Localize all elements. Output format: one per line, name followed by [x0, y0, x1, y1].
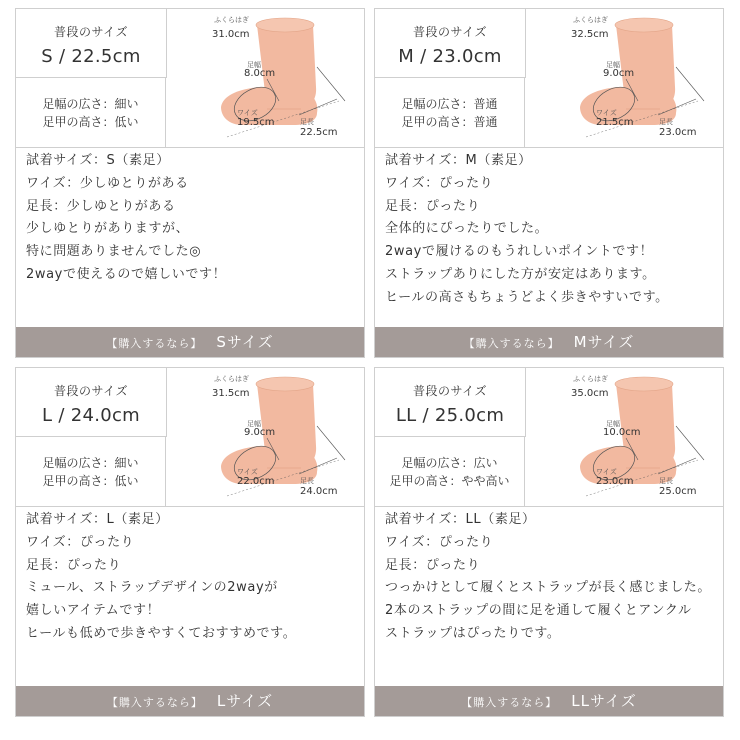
comment-line: 特に問題ありませんでした◎	[26, 244, 202, 260]
buy-size-banner[interactable]	[16, 686, 364, 716]
fitting-comment	[385, 509, 717, 646]
comment-line: 2wayで使えるので嬉しいです！	[26, 266, 227, 282]
wise-value: 23.0cm	[596, 476, 634, 487]
foot-width-value: 9.0cm	[244, 427, 276, 438]
foot-length-caption: 足長	[300, 477, 314, 485]
comment-line: 嬉しいアイテムです！	[26, 603, 161, 619]
foot-features-box	[375, 77, 525, 147]
usual-size-value: S / 22.5cm	[41, 46, 141, 67]
comment-line: つっかけとして履くとストラップが長く感じました。	[385, 580, 712, 596]
wise-caption: ワイズ	[596, 109, 617, 117]
comment-line: ミュール、ストラップデザインの2wayが	[26, 580, 278, 596]
foot-width-caption: 足幅	[247, 420, 261, 428]
comment-line: ヒールの高さもちょうどよく歩きやすいです。	[385, 289, 669, 305]
fitting-comment	[26, 509, 358, 646]
section-divider	[16, 147, 364, 148]
comment-line: 足長：ぴったり	[385, 198, 481, 214]
calf-caption: ふくらはぎ	[214, 375, 249, 383]
instep-height-feature: 足甲の高さ：やや高い	[389, 474, 510, 488]
size-review-card	[374, 8, 724, 358]
section-divider	[375, 506, 723, 507]
foot-measurement-diagram	[167, 368, 364, 506]
usual-size-box	[16, 9, 167, 78]
size-review-card	[374, 367, 724, 717]
calf-value: 31.5cm	[212, 388, 250, 399]
foot-length-value: 24.0cm	[300, 486, 338, 497]
wise-value: 19.5cm	[237, 117, 275, 128]
buy-size-label: Lサイズ	[216, 692, 274, 710]
wise-value: 21.5cm	[596, 117, 634, 128]
foot-width-value: 9.0cm	[603, 68, 635, 79]
usual-size-box	[375, 368, 526, 437]
foot-width-caption: 足幅	[606, 61, 620, 69]
comment-line: 試着サイズ：LL（素足）	[385, 512, 536, 527]
comment-line: 全体的にぴったりでした。	[385, 221, 549, 237]
comment-line: ワイズ：ぴったり	[26, 534, 135, 550]
section-divider	[375, 147, 723, 148]
buy-prefix: 【購入するなら】	[463, 337, 560, 350]
calf-caption: ふくらはぎ	[214, 16, 249, 24]
calf-value: 31.0cm	[212, 29, 250, 40]
buy-size-banner[interactable]	[375, 686, 723, 716]
instep-height-feature: 足甲の高さ：低い	[42, 115, 139, 129]
usual-size-label: 普段のサイズ	[53, 384, 129, 398]
size-review-card	[15, 8, 365, 358]
fitting-comment	[385, 150, 717, 310]
comment-line: 試着サイズ：M（素足）	[385, 153, 532, 168]
comment-line: ストラップありにした方が安定はあります。	[385, 266, 656, 282]
comment-line: ワイズ：ぴったり	[385, 534, 494, 550]
comment-line: 足長：ぴったり	[26, 557, 122, 573]
usual-size-value: LL / 25.0cm	[395, 405, 505, 426]
comment-line: 足長：少しゆとりがある	[26, 198, 176, 214]
foot-length-caption: 足長	[659, 118, 673, 126]
wise-caption: ワイズ	[237, 109, 258, 117]
foot-length-caption: 足長	[300, 118, 314, 126]
calf-value: 32.5cm	[571, 29, 609, 40]
foot-measurement-diagram	[526, 9, 723, 147]
usual-size-value: L / 24.0cm	[41, 405, 141, 426]
buy-size-banner[interactable]	[375, 327, 723, 357]
comment-line: ヒールも低めで歩きやすくておすすめです。	[26, 625, 297, 641]
usual-size-value: M / 23.0cm	[398, 46, 502, 67]
foot-measurement-diagram	[167, 9, 364, 147]
calf-value: 35.0cm	[571, 388, 609, 399]
size-review-card	[15, 367, 365, 717]
instep-height-feature: 足甲の高さ：普通	[401, 115, 498, 129]
foot-length-caption: 足長	[659, 477, 673, 485]
comment-line: 試着サイズ：S（素足）	[26, 153, 170, 168]
instep-height-feature: 足甲の高さ：低い	[42, 474, 139, 488]
wise-caption: ワイズ	[237, 468, 258, 476]
comment-line: ワイズ：少しゆとりがある	[26, 175, 189, 191]
usual-size-box	[375, 9, 526, 78]
usual-size-label: 普段のサイズ	[412, 25, 488, 39]
foot-length-value: 23.0cm	[659, 127, 697, 138]
foot-features-box	[16, 436, 166, 506]
calf-caption: ふくらはぎ	[573, 375, 608, 383]
comment-line: 2本のストラップの間に足を通して履くとアンクル	[385, 603, 692, 619]
foot-width-feature: 足幅の広さ：普通	[401, 97, 498, 111]
buy-size-banner[interactable]	[16, 327, 364, 357]
foot-width-feature: 足幅の広さ：細い	[42, 97, 139, 111]
comment-line: 少しゆとりがありますが、	[26, 221, 190, 237]
usual-size-label: 普段のサイズ	[53, 25, 129, 39]
foot-width-caption: 足幅	[247, 61, 261, 69]
foot-width-caption: 足幅	[606, 420, 620, 428]
buy-size-label: LLサイズ	[571, 692, 637, 710]
foot-length-value: 25.0cm	[659, 486, 697, 497]
foot-width-value: 10.0cm	[603, 427, 641, 438]
fitting-comment	[26, 150, 358, 287]
comment-line: 足長：ぴったり	[385, 557, 481, 573]
buy-size-label: Sサイズ	[216, 333, 274, 351]
comment-line: ワイズ：ぴったり	[385, 175, 494, 191]
usual-size-box	[16, 368, 167, 437]
wise-value: 22.0cm	[237, 476, 275, 487]
comment-line: 試着サイズ：L（素足）	[26, 512, 169, 527]
comment-line: ストラップはぴったりです。	[385, 625, 561, 641]
section-divider	[16, 506, 364, 507]
foot-width-feature: 足幅の広さ：広い	[401, 456, 498, 470]
usual-size-label: 普段のサイズ	[412, 384, 488, 398]
buy-prefix: 【購入するなら】	[106, 696, 203, 709]
foot-features-box	[16, 77, 166, 147]
comment-line: 2wayで履けるのもうれしいポイントです！	[385, 244, 654, 260]
foot-width-feature: 足幅の広さ：細い	[42, 456, 139, 470]
foot-features-box	[375, 436, 525, 506]
buy-size-label: Mサイズ	[573, 333, 635, 351]
buy-prefix: 【購入するなら】	[461, 696, 558, 709]
foot-width-value: 8.0cm	[244, 68, 276, 79]
wise-caption: ワイズ	[596, 468, 617, 476]
buy-prefix: 【購入するなら】	[106, 337, 203, 350]
foot-length-value: 22.5cm	[300, 127, 338, 138]
foot-measurement-diagram	[526, 368, 723, 506]
calf-caption: ふくらはぎ	[573, 16, 608, 24]
